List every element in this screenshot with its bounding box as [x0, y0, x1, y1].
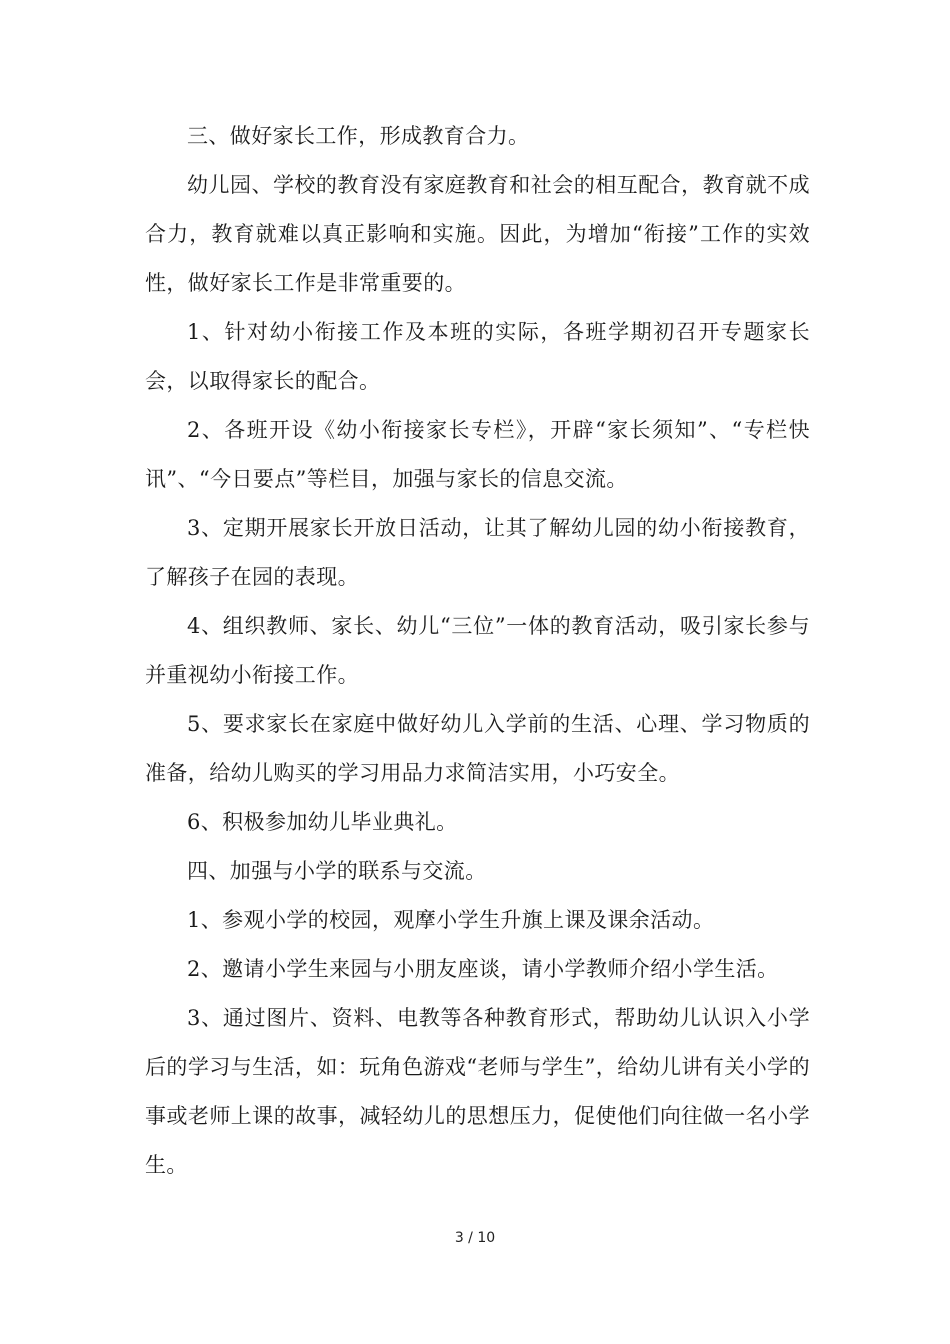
document-body — [145, 112, 810, 1190]
list-item: 2、邀请小学生来园与小朋友座谈，请小学教师介绍小学生活。 — [187, 957, 779, 981]
section-heading-3: 三、做好家长工作，形成教育合力。 — [187, 124, 530, 148]
list-item: 5、要求家长在家庭中做好幼儿入学前的生活、心理、学习物质的准备，给幼儿购买的学习用品力求简洁实用，小巧安全。 — [145, 712, 810, 785]
section-heading-4: 四、加强与小学的联系与交流。 — [187, 859, 487, 883]
list-item: 1、针对幼小衔接工作及本班的实际，各班学期初召开专题家长会，以取得家长的配合。 — [145, 320, 810, 393]
list-item: 6、积极参加幼儿毕业典礼。 — [187, 810, 458, 834]
paragraph: 幼儿园、学校的教育没有家庭教育和社会的相互配合，教育就不成合力，教育就难以真正影响和实施。因此，为增加“衔接”工作的实效性，做好家长工作是非常重要的。 — [145, 173, 810, 295]
page-number: 3 / 10 — [454, 1230, 496, 1246]
list-item: 4、组织教师、家长、幼儿“三位”一体的教育活动，吸引家长参与并重视幼小衔接工作。 — [145, 614, 810, 687]
list-item: 1、参观小学的校园，观摩小学生升旗上课及课余活动。 — [187, 908, 715, 932]
list-item: 3、定期开展家长开放日活动，让其了解幼儿园的幼小衔接教育，了解孩子在园的表现。 — [145, 516, 810, 589]
list-item: 2、各班开设《幼小衔接家长专栏》，开辟“家长须知”、“专栏快讯”、“今日要点”等栏目，加强与家长的信息交流。 — [145, 418, 810, 491]
list-item: 3、通过图片、资料、电教等各种教育形式，帮助幼儿认识入小学后的学习与生活，如：玩角色游戏“老师与学生”，给幼儿讲有关小学的事或老师上课的故事，减轻幼儿的思想压力，促使他们向往做一名小学生。 — [145, 1006, 810, 1177]
